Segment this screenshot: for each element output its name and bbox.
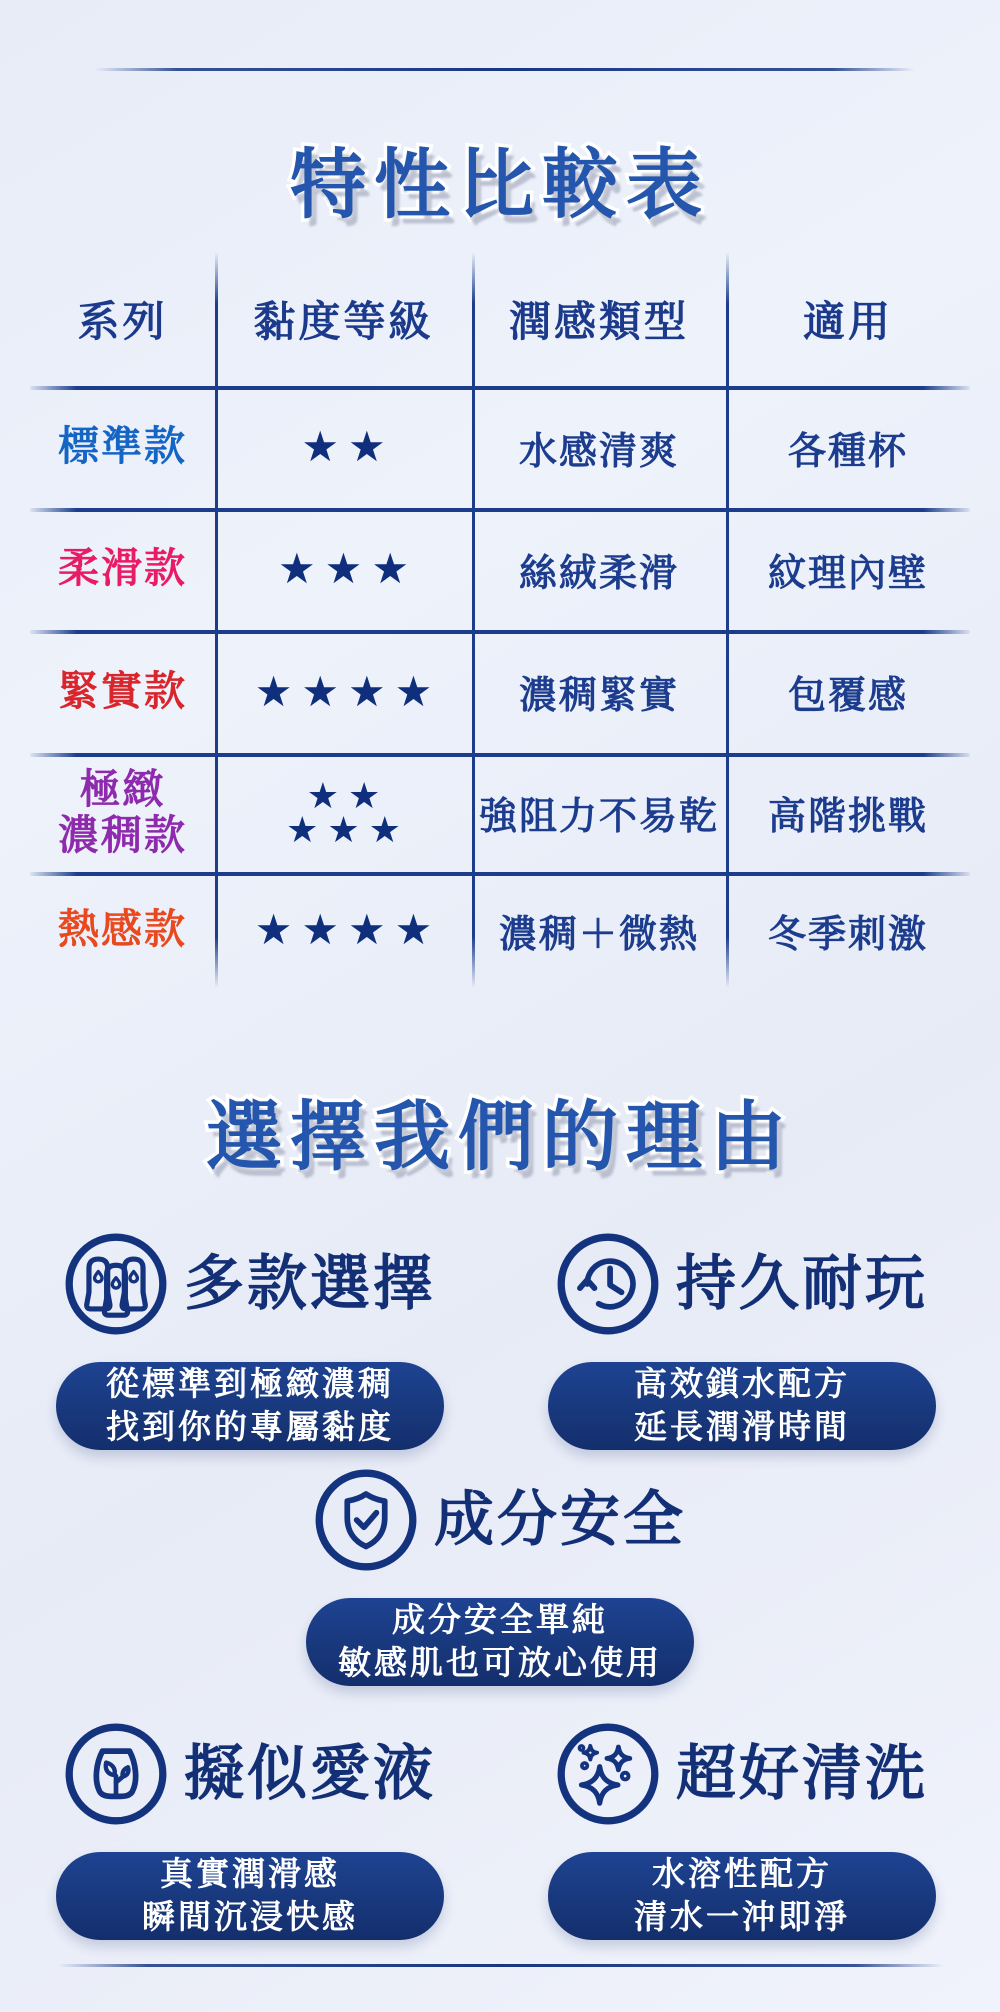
table-row [30, 753, 970, 872]
feature-safe-ingredients [290, 1468, 710, 1686]
header-viscosity: 黏度等級 [253, 298, 434, 345]
series-label: 緊實款 [58, 667, 187, 714]
table-row [30, 386, 970, 508]
series-label: 熱感款 [58, 906, 187, 953]
feature-badge [56, 1362, 444, 1450]
texture-value: 濃稠緊實 [518, 675, 679, 717]
table-header-row [30, 252, 970, 386]
table-row [30, 872, 970, 988]
feature-natural-feel [40, 1722, 460, 1940]
texture-value: 濃稠＋微熱 [498, 913, 699, 956]
feature-title: 多款選擇 [184, 1250, 436, 1317]
top-divider [95, 68, 915, 71]
star-rating: ★★★ [278, 545, 418, 592]
feature-badge [548, 1362, 936, 1450]
badge-line: 找到你的專屬黏度 [106, 1408, 394, 1445]
use-value: 各種杯 [787, 430, 908, 473]
badge-line: 敏感肌也可放心使用 [338, 1644, 662, 1681]
feature-title: 持久耐玩 [676, 1250, 928, 1317]
badge-line: 成分安全單純 [392, 1601, 608, 1639]
badge-line: 延長潤滑時間 [634, 1408, 850, 1445]
badge-line: 瞬間沉浸快感 [142, 1898, 358, 1935]
feature-title: 成分安全 [434, 1486, 686, 1553]
lube-bottles-icon [64, 1232, 168, 1336]
star-rating: ★★ ★★★ [286, 775, 410, 850]
series-label [58, 767, 187, 859]
comparison-title: 特性比較表 [290, 143, 710, 228]
sprout-drop-icon [64, 1722, 168, 1826]
use-value: 冬季刺激 [767, 913, 928, 956]
badge-line: 從標準到極緻濃稠 [106, 1365, 394, 1403]
header-use: 適用 [802, 298, 893, 345]
reasons-title: 選擇我們的理由 [206, 1095, 794, 1180]
use-value: 包覆感 [787, 675, 908, 717]
feature-title: 擬似愛液 [184, 1740, 436, 1807]
use-value: 紋理內壁 [767, 552, 928, 595]
badge-line: 水溶性配方 [652, 1855, 832, 1893]
clock-history-icon [556, 1232, 660, 1336]
star-rating: ★★★★ [254, 906, 442, 953]
sparkles-icon [556, 1722, 660, 1826]
texture-value: 強阻力不易乾 [478, 796, 719, 838]
badge-line: 高效鎖水配方 [634, 1365, 850, 1403]
star-rating: ★★★★ [254, 667, 442, 715]
table-row [30, 630, 970, 753]
series-label: 柔滑款 [58, 545, 187, 592]
feature-badge [548, 1852, 936, 1940]
texture-value: 絲絨柔滑 [518, 552, 679, 595]
bottom-divider [58, 1964, 944, 1967]
use-value: 高階挑戰 [767, 796, 928, 838]
comparison-table [30, 252, 970, 988]
feature-title: 超好清洗 [676, 1740, 928, 1807]
series-label-line2: 濃稠款 [58, 811, 187, 858]
badge-line: 清水一沖即淨 [634, 1898, 850, 1935]
header-series: 系列 [77, 298, 168, 345]
feature-variety [40, 1232, 460, 1450]
feature-longlasting [532, 1232, 952, 1450]
feature-badge [306, 1598, 694, 1686]
series-label: 標準款 [58, 423, 187, 470]
table-row [30, 508, 970, 630]
badge-line: 真實潤滑感 [160, 1855, 340, 1893]
shield-check-icon [314, 1468, 418, 1572]
header-texture: 潤感類型 [508, 298, 689, 345]
feature-badge [56, 1852, 444, 1940]
series-label-line1: 極緻 [79, 765, 166, 812]
star-rating: ★★ [301, 423, 395, 470]
texture-value: 水感清爽 [518, 430, 679, 473]
feature-easy-clean [532, 1722, 952, 1940]
